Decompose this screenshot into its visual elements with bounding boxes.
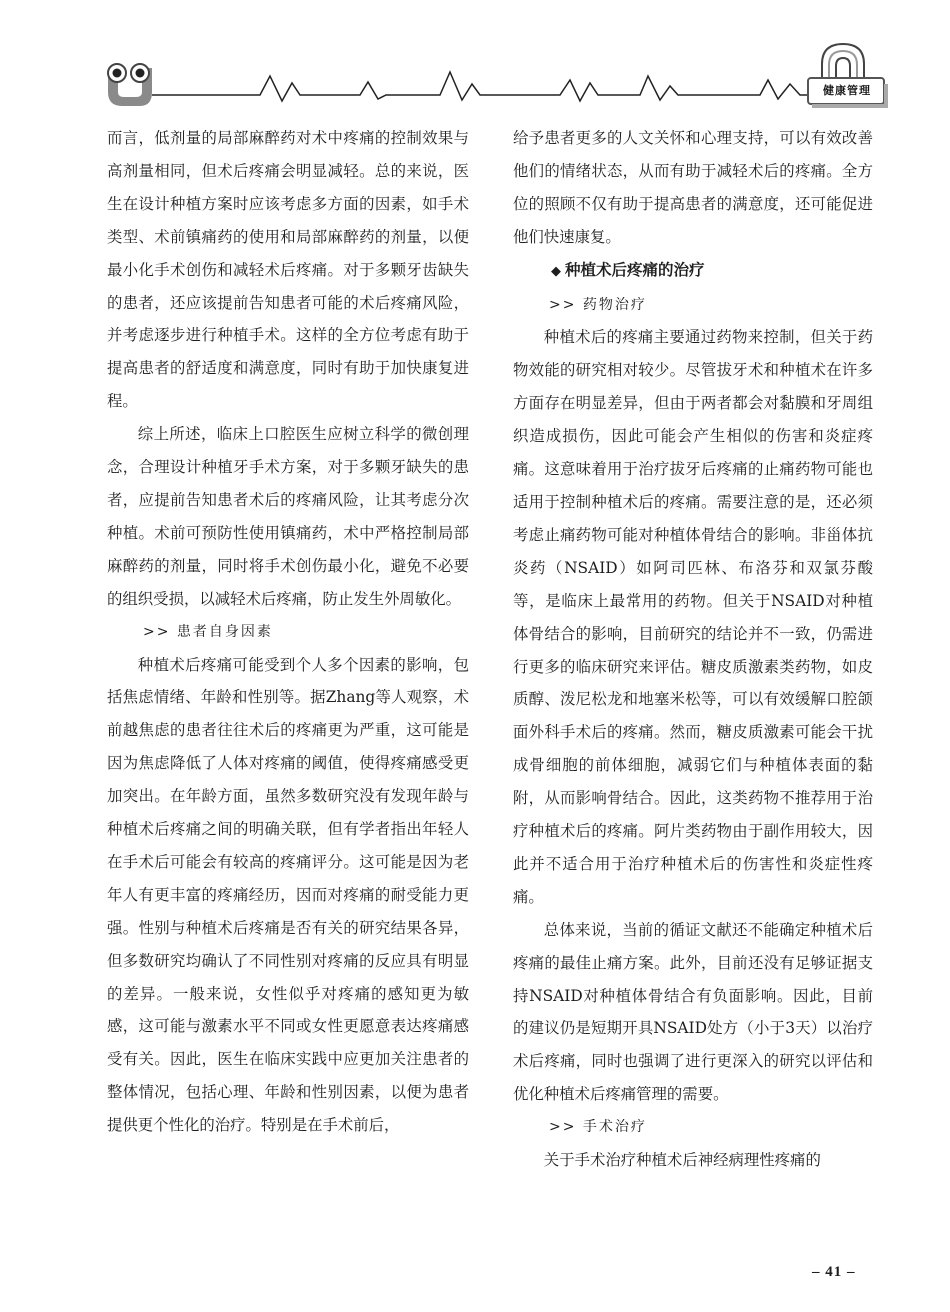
body-paragraph: 种植术后疼痛可能受到个人多个因素的影响，包括焦虑情绪、年龄和性别等。据Zhang等人观察，术前越焦虑的患者往往术后的疼痛更为严重，这可能是因为焦虑降低了人体对疼痛的阈值，使得疼痛感受更加突出。在年龄方面，虽然多数研究没有发现年龄与种植术后疼痛之间的明确关联，但有学者指出年轻人在手术后可能会有较高的疼痛评分。这可能是因为老年人有更丰富的疼痛经历，因而对疼痛的耐受能力更强。性别与种植术后疼痛是否有关的研究结果各异，但多数研究均确认了不同性别对疼痛的反应具有明显的差异。一般来说，女性似乎对疼痛的感知更为敏感，这可能与激素水平不同或女性更愿意表达疼痛感受有关。因此，医生在临床实践中应更加关注患者的整体情况，包括心理、年龄和性别因素，以便为患者提供更个性化的治疗。特别是在手术前后， xyxy=(107,655,469,1135)
header-heartbeat-line xyxy=(152,72,812,101)
section-heading-treatment: ◆ 种植术后疼痛的治疗 xyxy=(551,260,705,279)
body-paragraph: 综上所述，临床上口腔医生应树立科学的微创理念，合理设计种植牙手术方案，对于多颗牙缺失的患者，应提前告知患者术后的疼痛风险，让其考虑分次种植。术前可预防性使用镇痛药，术中严格控制局部麻醉药的剂量，同时将手术创伤最小化，避免不必要的组织受损，以减轻术后疼痛，防止发生外周敏化。 xyxy=(107,425,469,608)
magazine-logo-icon xyxy=(108,64,152,106)
body-paragraph: 关于手术治疗种植术后神经病理性疼痛的 xyxy=(543,1151,821,1170)
subheading-patient-factors: >> 患者自身因素 xyxy=(143,623,273,640)
body-paragraph: 而言，低剂量的局部麻醉药对术中疼痛的控制效果与高剂量相同，但术后疼痛会明显减轻。总的来说，医生在设计种植方案时应该考虑多方面的因素，如手术类型、术前镇痛药的使用和局部麻醉药的剂量，以便最小化手术创伤和减轻术后疼痛。对于多颗牙齿缺失的患者，还应该提前告知患者可能的术后疼痛风险，并考虑逐步进行种植手术。这样的全方位考虑有助于提高患者的舒适度和满意度，同时有助于加快康复进程。 xyxy=(107,129,469,411)
body-paragraph: 给予患者更多的人文关怀和心理支持，可以有效改善他们的情绪状态，从而有助于减轻术后的疼痛。全方位的照顾不仅有助于提高患者的满意度，还可能促进他们快速康复。 xyxy=(513,129,873,246)
subheading-surgical-treatment: >> 手术治疗 xyxy=(549,1119,647,1136)
page-number: – 41 – xyxy=(812,1264,856,1280)
header-decoration xyxy=(0,0,950,115)
page-header xyxy=(0,0,950,115)
left-column xyxy=(107,122,469,1142)
section-label: 健康管理 xyxy=(823,84,871,97)
diamond-bullet-icon: ◆ xyxy=(551,263,561,279)
right-column xyxy=(513,122,873,1177)
subheading-drug-treatment: >> 药物治疗 xyxy=(549,296,647,313)
body-paragraph: 总体来说，当前的循证文献还不能确定种植术后疼痛的最佳止痛方案。此外，目前还没有足够证据支持NSAID对种植体骨结合有负面影响。因此，目前的建议仍是短期开具NSAID处方（小于3天）以治疗术后疼痛，同时也强调了进行更深入的研究以评估和优化种植术后疼痛管理的需要。 xyxy=(513,920,873,1104)
body-paragraph: 种植术后的疼痛主要通过药物来控制，但关于药物效能的研究相对较少。尽管拔牙术和种植术在许多方面存在明显差异，但由于两者都会对黏膜和牙周组织造成损伤，因此可能会产生相似的伤害和炎症疼痛。这意味着用于治疗拔牙后疼痛的止痛药物可能也适用于控制种植术后的疼痛。需要注意的是，还必须考虑止痛药物可能对种植体骨结合的影响。非甾体抗炎药（NSAID）如阿司匹林、布洛芬和双氯芬酸等，是临床上最常用的药物。但关于NSAID对种植体骨结合的影响，目前研究的结论并不一致，仍需进行更多的临床研究来评估。糖皮质激素类药物，如皮质醇、泼尼松龙和地塞米松等，可以有效缓解口腔颌面外科手术后的疼痛。然而，糖皮质激素可能会干扰成骨细胞的前体细胞，减弱它们与种植体表面的黏附，从而影响骨结合。因此，这类药物不推荐用于治疗种植术后的疼痛。阿片类药物由于副作用较大，因此并不适合用于治疗种植术后的伤害性和炎症性疼痛。 xyxy=(513,328,873,906)
